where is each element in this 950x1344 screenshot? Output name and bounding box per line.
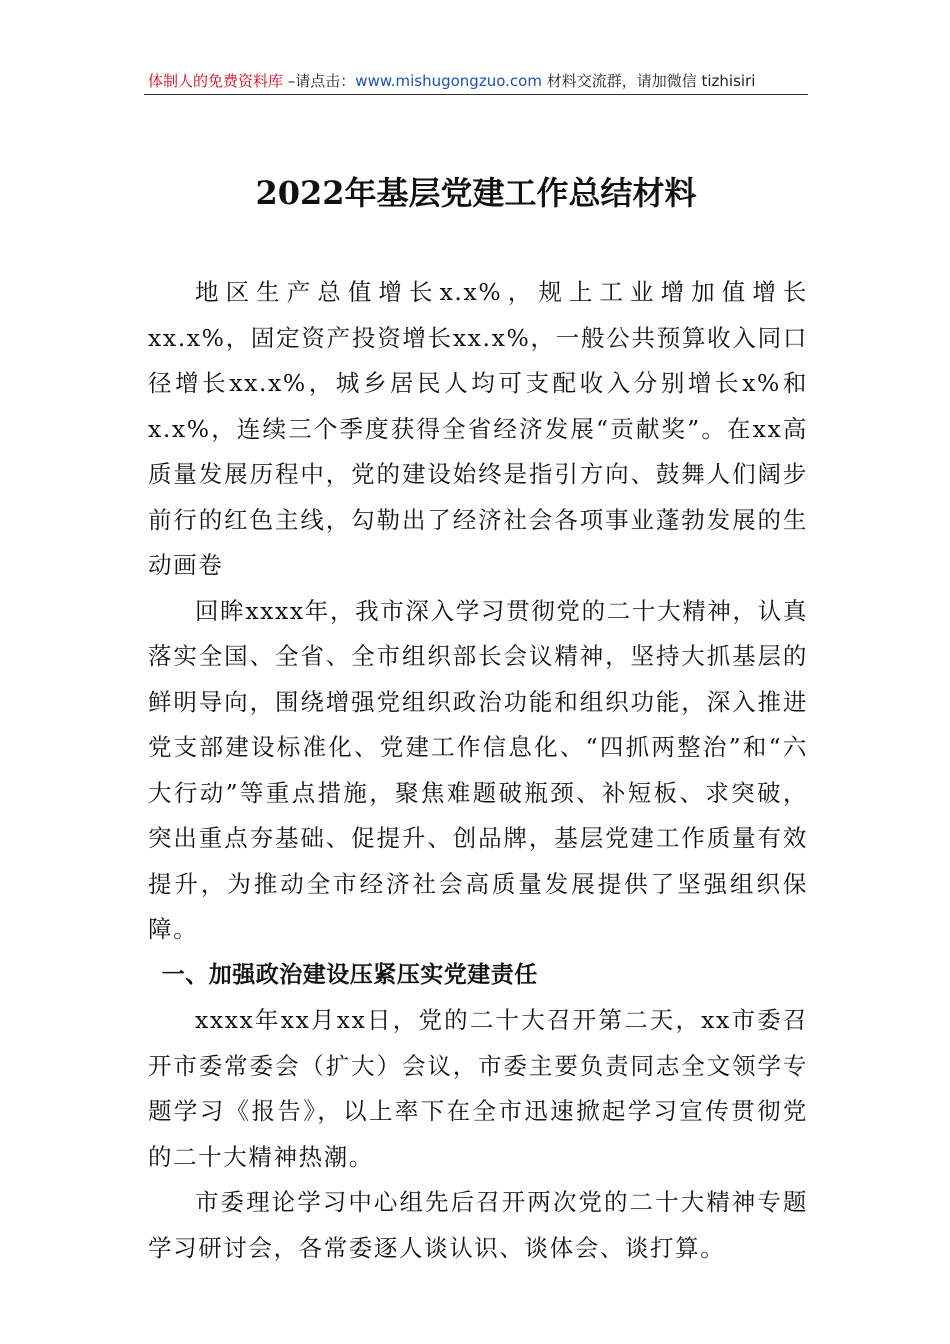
header-tail: 材料交流群，请加微信 tizhisiri — [541, 72, 756, 90]
page-header — [148, 68, 808, 94]
intro-paragraph-1: 地区生产总值增长x.x%，规上工业增加值增长xx.x%，固定资产投资增长xx.x%，一般公共预算收入同口径增长xx.x%，城乡居民人均可支配收入分别增长x%和x.x%，连续三个季度获得全省经济发展“贡献奖”。在xx高质量发展历程中，党的建设始终是指引方向、鼓舞人们阔步前行的红色主线，勾勒出了经济社会各项事业蓬勃发展的生动画卷 — [148, 278, 808, 579]
section-1-paragraph-2: 市委理论学习中心组先后召开两次党的二十大精神专题学习研讨会，各常委逐人谈认识、谈体会、谈打算。 — [148, 1188, 808, 1262]
intro-paragraph-2: 回眸xxxx年，我市深入学习贯彻党的二十大精神，认真落实全国、全省、全市组织部长会议精神，坚持大抓基层的鲜明导向，围绕增强党组织政治功能和组织功能，深入推进党支部建设标准化、党建工作信息化、“四抓两整治”和“六大行动”等重点措施，聚焦难题破瓶颈、补短板、求突破，突出重点夯基础、促提升、创品牌，基层党建工作质量有效提升，为推动全市经济社会高质量发展提供了坚强组织保障。 — [148, 596, 808, 943]
header-prompt: –请点击： — [283, 72, 356, 90]
header-brand: 体制人的免费资料库 — [148, 72, 284, 90]
header-url-link[interactable]: www.mishugongzuo.com — [355, 72, 542, 90]
header-divider — [144, 94, 808, 95]
section-1-heading: 一、加强政治建设压紧压实党建责任 — [161, 961, 538, 988]
document-title: 2022年基层党建工作总结材料 — [255, 174, 697, 212]
document-body — [148, 270, 808, 1271]
section-1-paragraph-1: xxxx年xx月xx日，党的二十大召开第二天，xx市委召开市委常委会（扩大）会议，市委主要负责同志全文领学专题学习《报告》，以上率下在全市迅速掀起学习宣传贯彻党的二十大精神热潮。 — [148, 1006, 808, 1171]
